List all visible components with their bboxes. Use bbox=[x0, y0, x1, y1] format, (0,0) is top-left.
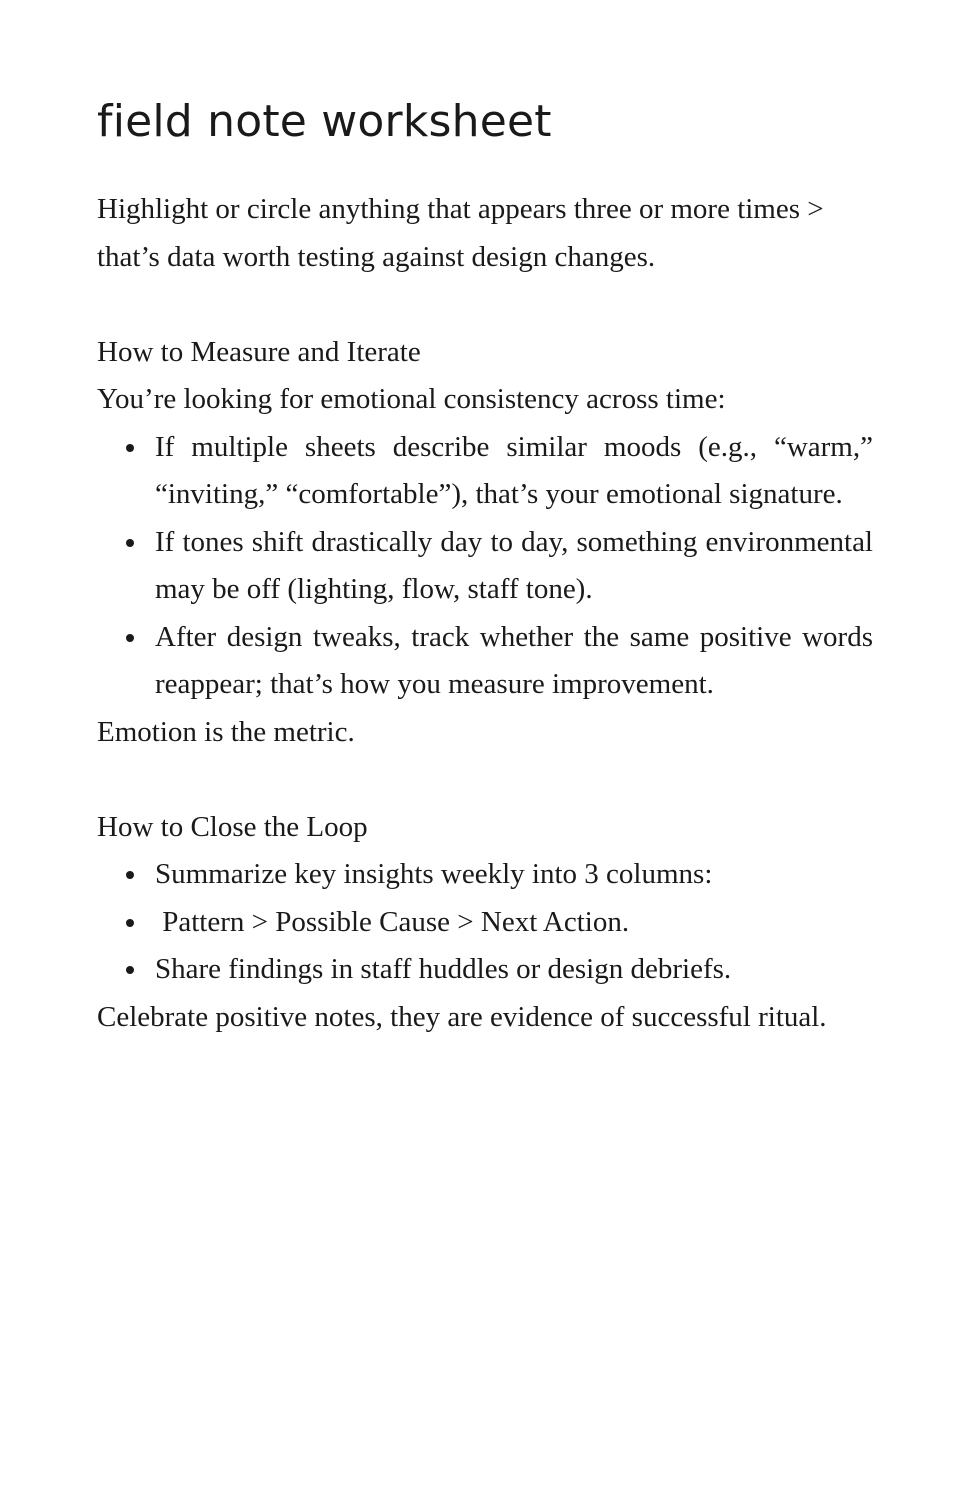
loop-section bbox=[97, 804, 873, 1042]
loop-closing: Celebrate positive notes, they are evidence of successful ritual. bbox=[97, 1000, 827, 1033]
loop-list-item: Share findings in staff huddles or design debriefs. bbox=[155, 946, 873, 994]
measure-list-item: If multiple sheets describe similar moods (e.g., “warm,” “inviting,” “comfortable”), that’s your emotional signature. bbox=[155, 424, 873, 519]
section-spacer bbox=[97, 281, 873, 329]
measure-closing: Emotion is the metric. bbox=[97, 715, 355, 748]
measure-list-item: After design tweaks, track whether the same positive words reappear; that’s how you measure improvement. bbox=[155, 614, 873, 709]
loop-list bbox=[97, 851, 873, 994]
measure-section bbox=[97, 329, 873, 757]
measure-list bbox=[97, 424, 873, 709]
measure-heading: How to Measure and Iterate bbox=[97, 335, 421, 368]
measure-lead: You’re looking for emotional consistency across time: bbox=[97, 383, 726, 415]
intro-paragraph: Highlight or circle anything that appears three or more times > that’s data worth testing against design changes. bbox=[97, 193, 824, 273]
page-title: field note worksheet bbox=[97, 96, 552, 147]
worksheet-body bbox=[97, 186, 873, 1041]
loop-list-item: Pattern > Possible Cause > Next Action. bbox=[155, 899, 873, 947]
measure-list-item: If tones shift drastically day to day, something environmental may be off (lighting, flow, staff tone). bbox=[155, 519, 873, 614]
loop-list-item: Summarize key insights weekly into 3 columns: bbox=[155, 851, 873, 899]
loop-heading: How to Close the Loop bbox=[97, 810, 368, 843]
section-spacer bbox=[97, 756, 873, 804]
